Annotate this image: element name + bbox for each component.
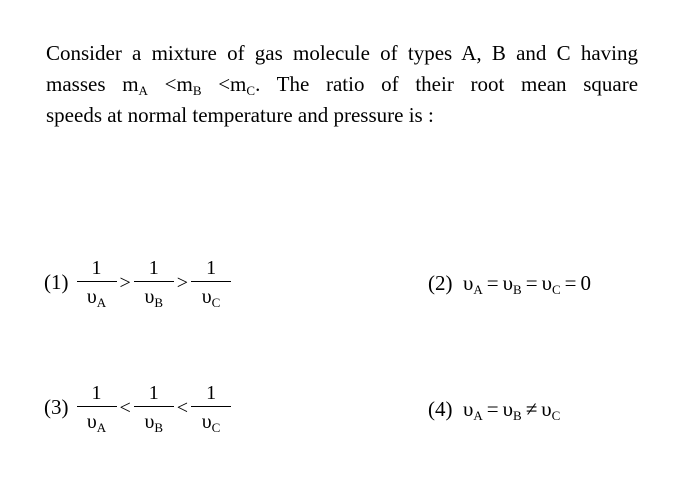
option-4-equation: $\upsilon_A = \upsilon_B \ne \upsilon_C$ [463, 397, 561, 423]
option-1[interactable]: (1) $\frac{1}{\upsilon_A}$ > $\frac{1}{\upsilon_B}$ > $\frac{1}{\upsilon_C}$ [44, 258, 233, 307]
option-2[interactable] [428, 271, 591, 297]
fraction-inv-va: $\frac{1}{\upsilon_A}$ [77, 258, 117, 307]
fraction-inv-vb: $\frac{1}{\upsilon_B}$ [134, 258, 174, 307]
fraction-inv-vb: $\frac{1}{\upsilon_B}$ [134, 383, 174, 432]
option-1-label: (1) [44, 270, 69, 294]
option-2-label: (2) [428, 271, 453, 295]
question-text [46, 38, 638, 131]
fraction-inv-vc: $\frac{1}{\upsilon_C}$ [191, 383, 231, 432]
question-line-2 [46, 69, 638, 100]
option-3-label: (3) [44, 395, 69, 419]
fraction-inv-vc: $\frac{1}{\upsilon_C}$ [191, 258, 231, 307]
mass-inequality: $m_A <m_B <m_C$. The ratio of their root mean square [122, 72, 639, 98]
question-line-3: speeds at normal temperature and pressure is : [46, 103, 434, 127]
option-2-equation: $\upsilon_A = \upsilon_B = \upsilon_C = 0$ [463, 271, 591, 297]
option-4-label: (4) [428, 397, 453, 421]
masses-word: masses [46, 72, 106, 96]
question-line-1: Consider a mixture of gas molecule of types A, B and C having [46, 41, 638, 65]
option-4[interactable] [428, 397, 561, 423]
option-3[interactable]: (3) $\frac{1}{\upsilon_A}$ < $\frac{1}{\upsilon_B}$ < $\frac{1}{\upsilon_C}$ [44, 383, 233, 432]
fraction-inv-va: $\frac{1}{\upsilon_A}$ [77, 383, 117, 432]
